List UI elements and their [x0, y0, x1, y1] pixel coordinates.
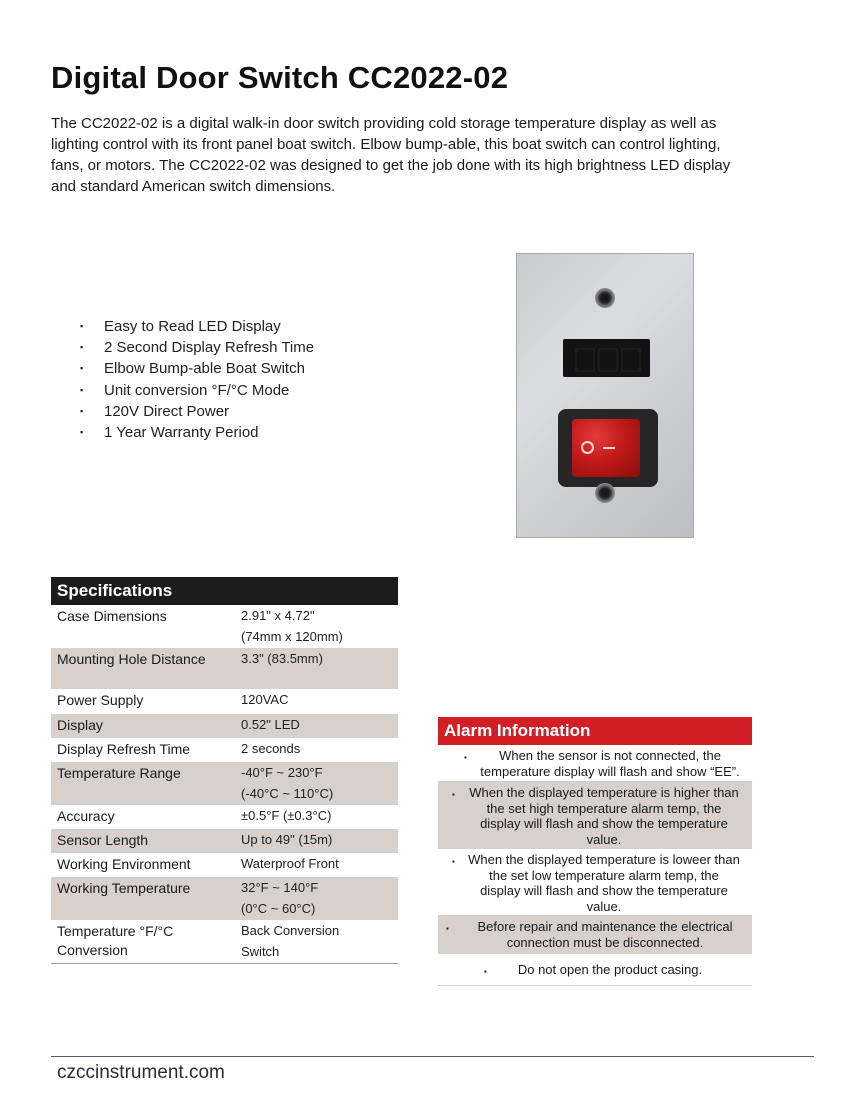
spec-value: 3.3" (83.5mm) [241, 651, 323, 666]
spec-value: 2.91" x 4.72" (74mm x 120mm) [241, 608, 343, 644]
bullet-icon: ▪ [464, 753, 467, 762]
feature-text: 2 Second Display Refresh Time [104, 339, 315, 357]
specifications-header: Specifications [51, 577, 398, 605]
spec-label: Working Environment [57, 856, 191, 872]
list-item [438, 849, 752, 915]
list-item [438, 954, 752, 986]
rocker-switch [572, 419, 640, 477]
bullet-icon: ▪ [80, 363, 84, 374]
alarm-header: Alarm Information [438, 717, 752, 745]
feature-text: 120V Direct Power [104, 402, 230, 420]
feature-text: Elbow Bump-able Boat Switch [104, 360, 305, 378]
alarm-information-box [438, 717, 752, 986]
spec-label: Accuracy [57, 808, 115, 824]
specifications-table [51, 577, 398, 964]
list-item [80, 380, 314, 401]
spec-label: Power Supply [57, 692, 144, 708]
bullet-icon: ▪ [484, 967, 487, 976]
spec-value: 120VAC [241, 692, 289, 707]
list-item [438, 781, 752, 849]
led-digit [621, 348, 641, 372]
table-row [51, 738, 398, 762]
spec-value: 2 seconds [241, 741, 301, 756]
table-row [51, 605, 398, 648]
bullet-icon: ▪ [80, 427, 84, 438]
table-row [51, 920, 398, 964]
spec-value: ±0.5°F (±0.3°C) [241, 808, 332, 823]
spec-label: Sensor Length [57, 832, 149, 848]
bullet-icon: ▪ [80, 405, 84, 416]
table-row [51, 714, 398, 738]
page-title: Digital Door Switch CC2022-02 [51, 60, 509, 95]
list-item [80, 422, 314, 443]
bullet-icon: ▪ [446, 924, 449, 933]
off-symbol-icon [581, 441, 594, 454]
spec-label: Mounting Hole Distance [57, 651, 206, 667]
list-item [80, 316, 314, 337]
list-item [438, 915, 752, 954]
product-photo [516, 253, 694, 538]
feature-text: Unit conversion °F/°C Mode [104, 381, 290, 399]
list-item [438, 745, 752, 781]
feature-text: Easy to Read LED Display [104, 318, 281, 335]
screw-icon [595, 288, 615, 308]
bullet-icon: ▪ [80, 342, 84, 353]
bullet-icon: ▪ [80, 384, 84, 395]
spec-value: Up to 49" (15m) [241, 832, 333, 847]
intro-paragraph: The CC2022-02 is a digital walk-in door switch providing cold storage temperature display as well as lighting control with its front panel boat switch. Elbow bump-able, this boat switch can control lighting, fans, or motors. The CC2022-02 was designed to get the job done with its high brightness LED display and standard American switch dimensions. [51, 115, 731, 195]
list-item [80, 358, 314, 379]
spec-value: Back Conversion Switch [241, 923, 340, 959]
alarm-text: When the displayed temperature is higher than the set high temperature alarm temp, the display will flash and show the temperature value. [469, 785, 739, 847]
spec-label: Working Temperature [57, 880, 191, 896]
bullet-icon: ▪ [452, 790, 455, 799]
table-row [51, 762, 398, 805]
alarm-text: Before repair and maintenance the electrical connection must be disconnected. [477, 919, 733, 950]
led-display [563, 339, 650, 377]
led-digit [598, 348, 618, 372]
table-row [51, 877, 398, 920]
spec-label: Case Dimensions [57, 608, 167, 624]
table-row [51, 853, 398, 877]
on-symbol-icon [603, 447, 615, 449]
spec-label: Display Refresh Time [57, 741, 191, 757]
list-item [80, 337, 314, 358]
feature-list [80, 316, 314, 443]
feature-text: 1 Year Warranty Period [104, 424, 259, 442]
table-row [51, 805, 398, 829]
boat-switch [558, 409, 658, 487]
table-row [51, 648, 398, 689]
spec-value: Waterproof Front [241, 856, 339, 871]
spec-label: Temperature °F/°C Conversion [57, 923, 174, 958]
table-row [51, 689, 398, 714]
footer-website: czccinstrument.com [57, 1062, 225, 1083]
table-row [51, 829, 398, 853]
alarm-text: Do not open the product casing. [517, 962, 703, 977]
alarm-text: When the sensor is not connected, the temperature display will flash and show “EE”. [480, 748, 740, 779]
spec-label: Temperature Range [57, 765, 181, 781]
led-digit [575, 348, 595, 372]
list-item [80, 401, 314, 422]
alarm-text: When the displayed temperature is loweer than the set low temperature alarm temp, the display will flash and show the temperature value. [468, 852, 740, 914]
footer-divider [51, 1056, 814, 1057]
bullet-icon: ▪ [452, 857, 455, 866]
spec-value: 0.52" LED [241, 717, 300, 732]
spec-value: -40°F ~ 230°F (-40°C ~ 110°C) [241, 765, 334, 801]
spec-label: Display [57, 717, 103, 733]
bullet-icon: ▪ [80, 321, 84, 331]
screw-icon [595, 483, 615, 503]
spec-value: 32°F ~ 140°F (0°C ~ 60°C) [241, 880, 319, 916]
